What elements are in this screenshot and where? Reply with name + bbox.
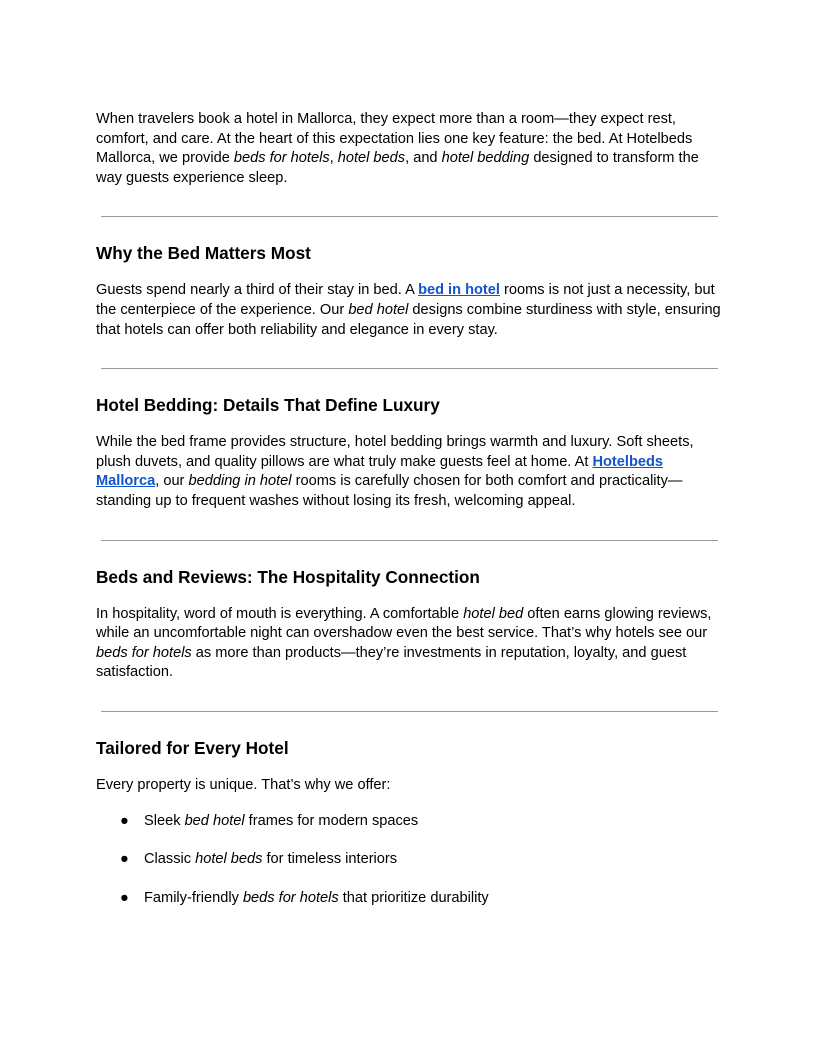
s2-text-3: rooms is carefully chosen for both comfort and practicality—standing up to frequent washes without losing its fresh, welcoming appeal. [96,473,683,509]
item-emphasis: bed hotel [184,812,245,829]
s1-text-2: rooms is not just a necessity, but the centerpiece of the experience. Our [96,282,715,318]
s1-emphasis-1: bed hotel [348,301,409,318]
item-emphasis: beds for hotels [242,890,339,907]
section-paragraph-why-bed-matters [96,281,722,340]
s3-text-1: In hospitality, word of mouth is everything. A comfortable [96,605,464,622]
s2-emphasis-1: bedding in hotel [188,473,292,490]
section-paragraph-hotel-bedding [96,433,722,511]
bullet-icon: ● [120,890,129,907]
intro-emphasis-3: hotel bedding [441,150,530,167]
intro-emphasis-2: hotel beds [337,150,406,167]
bullet-icon: ● [120,851,129,868]
item-text-post: that prioritize durability [338,890,489,907]
s3-emphasis-1: hotel bed [463,605,524,622]
s3-text-3: as more than products—they’re investments in reputation, loyalty, and guest satisfaction. [96,644,687,681]
section-heading-hotel-bedding: Hotel Bedding: Details That Define Luxury [96,395,440,416]
section-divider [101,540,718,541]
s3-emphasis-2: beds for hotels [96,644,192,661]
bullet-icon: ● [120,812,129,829]
s1-text-3: designs combine sturdiness with style, ensuring that hotels can offer both reliability and elegance in every stay. [96,301,721,338]
item-text-post: for timeless interiors [262,851,398,868]
intro-text-4: designed to transform the way guests experience sleep. [96,150,699,186]
section-paragraph-tailored: Every property is unique. That’s why we offer: [96,776,391,793]
section-divider [101,216,718,217]
document-body [96,110,722,928]
intro-text-2: , [329,150,338,167]
item-text-post: frames for modern spaces [244,812,419,829]
intro-text-1: When travelers book a hotel in Mallorca, they expect more than a room—they expect rest, comfort, and care. At the heart of this expectation lies one key feature: the bed. At Hotelbeds Mallorca, we provide [96,111,693,167]
s2-text-1: While the bed frame provides structure, hotel bedding brings warmth and luxury. Soft sheets, plush duvets, and quality pillows are what truly make guests feel at home. At [96,434,694,470]
list-item [96,850,722,870]
intro-text-3: , and [405,150,442,167]
section-paragraph-beds-and-reviews [96,605,722,683]
section-divider [101,368,718,369]
s3-text-2: often earns glowing reviews, while an uncomfortable night can overshadow even the best service. That’s why hotels see our [96,605,712,642]
intro-paragraph [96,110,722,188]
section-divider [101,711,718,712]
s1-text-1: Guests spend nearly a third of their stay in bed. A [96,282,419,299]
item-text-pre: Family-friendly [144,890,243,907]
offer-list [96,812,722,910]
list-item [96,812,722,832]
section-heading-beds-and-reviews: Beds and Reviews: The Hospitality Connection [96,566,480,587]
hotelbeds-mallorca-link[interactable]: Hotelbeds Mallorca [96,453,663,490]
section-heading-why-bed-matters: Why the Bed Matters Most [96,243,311,264]
section-heading-tailored: Tailored for Every Hotel [96,737,289,758]
s2-text-2: , our [155,473,189,490]
list-item [96,889,722,909]
intro-emphasis-1: beds for hotels [233,150,330,167]
bed-in-hotel-link[interactable]: bed in hotel [418,282,500,299]
item-text-pre: Sleek [144,812,185,829]
item-emphasis: hotel beds [195,851,263,868]
item-text-pre: Classic [144,851,196,868]
